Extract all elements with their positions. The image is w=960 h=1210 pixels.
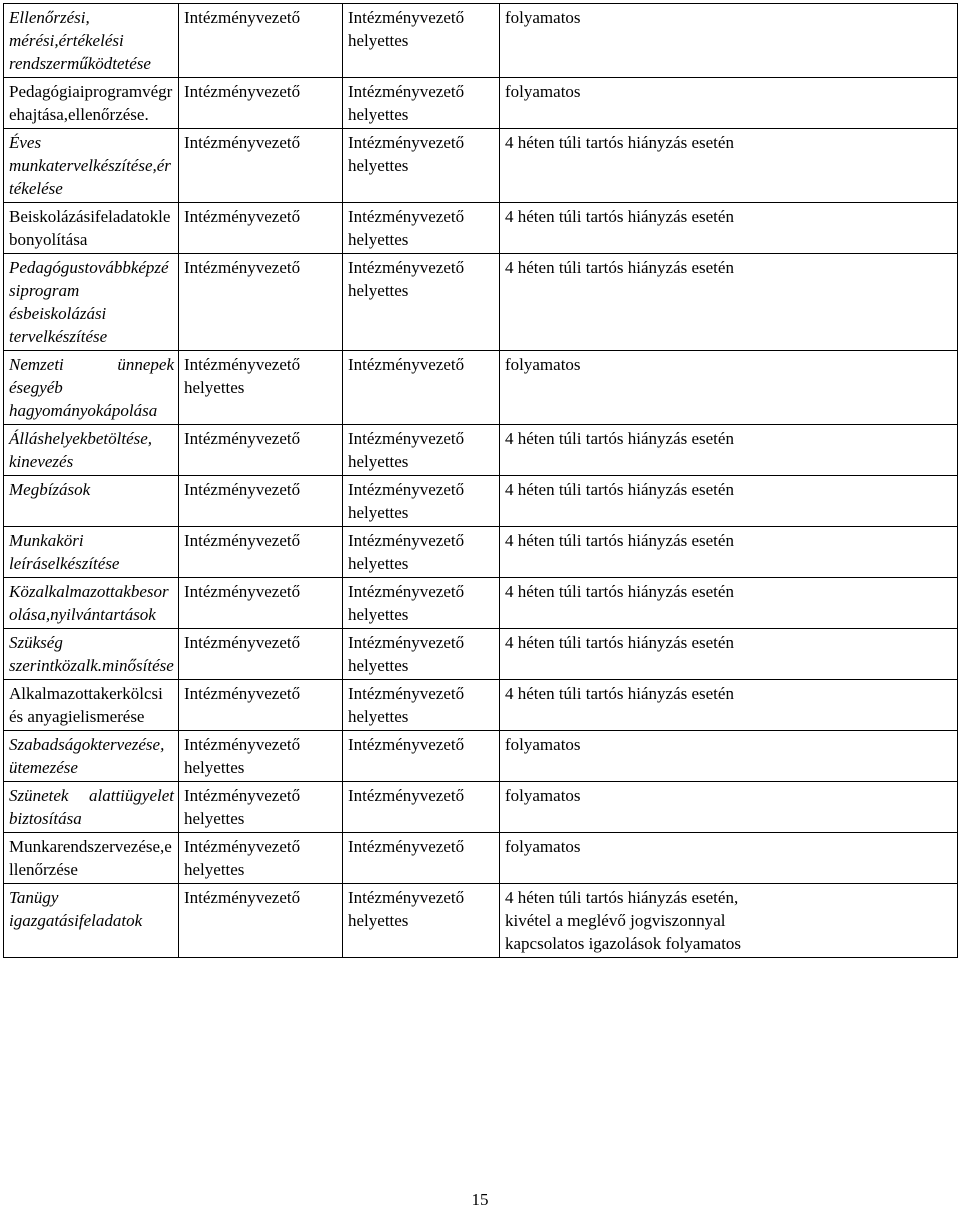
responsible-cell [179, 629, 343, 680]
responsible-cell-line: Intézményvezető [184, 582, 301, 601]
task-cell [4, 782, 179, 833]
deputy-cell-line: Intézményvezető [348, 480, 465, 499]
deputy-cell-line: helyettes [348, 31, 409, 50]
deputy-cell [343, 254, 500, 351]
task-cell [4, 425, 179, 476]
deputy-cell [343, 782, 500, 833]
table-row [4, 629, 958, 680]
substitution-cell-line: 4 héten túli tartós hiányzás esetén [505, 633, 734, 652]
task-cell-line: ellenőrzése. [68, 105, 149, 124]
task-cell-line: ellenőrzése [9, 837, 172, 879]
task-cell-line: Álláshelyek [9, 429, 88, 448]
responsible-cell [179, 425, 343, 476]
task-cell-line: ápolása [103, 401, 158, 420]
responsible-cell [179, 203, 343, 254]
task-cell-line: Pedagógus [9, 258, 85, 277]
substitution-cell-line: folyamatos [505, 355, 581, 374]
table-row [4, 578, 958, 629]
substitution-cell-line: kapcsolatos igazolások folyamatos [505, 934, 742, 953]
table-row [4, 884, 958, 958]
substitution-cell [500, 527, 958, 578]
substitution-cell [500, 78, 958, 129]
deputy-cell-line: helyettes [348, 656, 409, 675]
substitution-cell [500, 425, 958, 476]
table-row [4, 78, 958, 129]
substitution-cell [500, 203, 958, 254]
deputy-cell-line: helyettes [348, 105, 409, 124]
task-cell-line: Munkarend [9, 837, 88, 856]
task-cell-line: ügyelet biztosítása [9, 786, 174, 828]
responsible-cell [179, 4, 343, 78]
table-row [4, 476, 958, 527]
task-cell-line: egyéb hagyományok [9, 378, 104, 420]
task-cell [4, 476, 179, 527]
deputy-cell [343, 629, 500, 680]
deputy-cell [343, 884, 500, 958]
task-cell-line: Szükség szerint [9, 633, 63, 675]
task-cell [4, 629, 179, 680]
substitution-cell [500, 351, 958, 425]
substitution-cell-line: kivétel a meglévő jogviszonnyal [505, 911, 726, 930]
task-cell [4, 351, 179, 425]
deputy-cell-line: Intézményvezető [348, 207, 465, 226]
responsible-cell-line: helyettes [184, 378, 245, 397]
responsible-cell [179, 578, 343, 629]
deputy-cell-line: helyettes [348, 156, 409, 175]
deputy-cell-line: Intézményvezető [348, 582, 465, 601]
substitution-cell [500, 680, 958, 731]
task-cell-line: Tanügy igazgatási [9, 888, 79, 930]
substitution-cell-line: folyamatos [505, 786, 581, 805]
table-row [4, 833, 958, 884]
substitution-cell [500, 731, 958, 782]
task-cell-line: értékelése [9, 156, 171, 198]
deputy-cell-line: helyettes [348, 554, 409, 573]
deputy-cell [343, 129, 500, 203]
responsibility-table [3, 3, 958, 958]
task-cell-line: Közalkalmazottak [9, 582, 131, 601]
deputy-cell-line: Intézményvezető [348, 888, 465, 907]
substitution-cell [500, 782, 958, 833]
deputy-cell-line: Intézményvezető [348, 531, 465, 550]
task-cell-line: értékelési rendszer [9, 31, 124, 73]
task-cell-line: Szünetek alatti [9, 786, 125, 805]
responsible-cell-line: helyettes [184, 758, 245, 777]
task-cell [4, 527, 179, 578]
responsible-cell-line: helyettes [184, 809, 245, 828]
responsible-cell [179, 129, 343, 203]
responsible-cell-line: Intézményvezető [184, 786, 301, 805]
responsible-cell [179, 527, 343, 578]
responsible-cell-line: helyettes [184, 860, 245, 879]
task-cell-line: végrehajtása, [9, 82, 173, 124]
deputy-cell-line: Intézményvezető [348, 133, 465, 152]
responsible-cell [179, 476, 343, 527]
task-cell [4, 4, 179, 78]
task-cell-line: nyilvántartások [50, 605, 156, 624]
substitution-cell [500, 4, 958, 78]
responsible-cell-line: Intézményvezető [184, 429, 301, 448]
table-row [4, 254, 958, 351]
deputy-cell-line: helyettes [348, 281, 409, 300]
task-cell-line: Megbízások [9, 480, 91, 499]
deputy-cell [343, 731, 500, 782]
responsible-cell-line: Intézményvezető [184, 355, 301, 374]
substitution-cell-line: 4 héten túli tartós hiányzás esetén [505, 531, 734, 550]
task-cell-line: lebonyolítása [9, 207, 171, 249]
task-cell-line: elkészítése [35, 327, 108, 346]
task-cell-line: beiskolázási terv [9, 304, 107, 346]
substitution-cell [500, 578, 958, 629]
substitution-cell-line: 4 héten túli tartós hiányzás esetén [505, 582, 734, 601]
task-cell [4, 129, 179, 203]
deputy-cell [343, 680, 500, 731]
table-row [4, 680, 958, 731]
deputy-cell [343, 4, 500, 78]
task-cell [4, 884, 179, 958]
responsible-cell-line: Intézményvezető [184, 837, 301, 856]
task-cell-line: besorolása, [9, 582, 169, 624]
task-cell-line: betöltése, kinevezés [9, 429, 153, 471]
table-body [4, 4, 958, 958]
deputy-cell-line: Intézményvezető [348, 258, 465, 277]
deputy-cell-line: Intézményvezető [348, 633, 465, 652]
responsible-cell-line: Intézményvezető [184, 684, 301, 703]
table-row [4, 129, 958, 203]
deputy-cell [343, 527, 500, 578]
task-cell [4, 578, 179, 629]
substitution-cell [500, 884, 958, 958]
table-row [4, 425, 958, 476]
substitution-cell-line: 4 héten túli tartós hiányzás esetén [505, 207, 734, 226]
task-cell-line: elismerése [72, 707, 145, 726]
deputy-cell [343, 833, 500, 884]
substitution-cell-line: 4 héten túli tartós hiányzás esetén [505, 480, 734, 499]
task-cell-line: Pedagógiai [9, 82, 85, 101]
table-row [4, 4, 958, 78]
deputy-cell-line: helyettes [348, 230, 409, 249]
substitution-cell [500, 629, 958, 680]
task-cell-line: közalk.minősítése [54, 656, 174, 675]
responsible-cell [179, 833, 343, 884]
deputy-cell [343, 578, 500, 629]
task-cell [4, 254, 179, 351]
task-cell [4, 833, 179, 884]
task-cell [4, 78, 179, 129]
table-row [4, 351, 958, 425]
substitution-cell [500, 476, 958, 527]
task-cell [4, 203, 179, 254]
task-cell-line: Ellenőrzési, mérési, [9, 8, 90, 50]
task-cell-line: elkészítése, [80, 156, 157, 175]
task-cell-line: program és [9, 281, 80, 323]
task-cell-line: működtetése [66, 54, 151, 73]
substitution-cell [500, 254, 958, 351]
deputy-cell [343, 425, 500, 476]
deputy-cell-line: Intézményvezető [348, 82, 465, 101]
task-cell-line: szervezése, [87, 837, 165, 856]
responsible-cell-line: Intézményvezető [184, 207, 301, 226]
substitution-cell-line: 4 héten túli tartós hiányzás esetén [505, 133, 734, 152]
responsible-cell [179, 78, 343, 129]
responsible-cell-line: Intézményvezető [184, 480, 301, 499]
deputy-cell-line: Intézményvezető [348, 837, 465, 856]
table-row [4, 731, 958, 782]
responsible-cell [179, 782, 343, 833]
deputy-cell-line: helyettes [348, 452, 409, 471]
deputy-cell-line: Intézményvezető [348, 355, 465, 374]
task-cell-line: Beiskolázási [9, 207, 95, 226]
responsible-cell [179, 884, 343, 958]
task-cell-line: Szabadságok [9, 735, 98, 754]
substitution-cell-line: 4 héten túli tartós hiányzás esetén [505, 684, 734, 703]
task-cell-line: Nemzeti ünnepek és [9, 355, 174, 397]
deputy-cell [343, 476, 500, 527]
task-cell [4, 731, 179, 782]
deputy-cell-line: Intézményvezető [348, 429, 465, 448]
substitution-cell [500, 129, 958, 203]
task-cell-line: továbbképzési [9, 258, 169, 300]
responsible-cell [179, 351, 343, 425]
deputy-cell-line: helyettes [348, 911, 409, 930]
responsible-cell-line: Intézményvezető [184, 8, 301, 27]
deputy-cell-line: Intézményvezető [348, 684, 465, 703]
responsible-cell-line: Intézményvezető [184, 82, 301, 101]
deputy-cell [343, 351, 500, 425]
substitution-cell-line: folyamatos [505, 735, 581, 754]
deputy-cell-line: helyettes [348, 503, 409, 522]
responsible-cell-line: Intézményvezető [184, 133, 301, 152]
deputy-cell [343, 78, 500, 129]
table-row [4, 527, 958, 578]
deputy-cell-line: helyettes [348, 707, 409, 726]
task-cell-line: Éves munkaterv [9, 133, 81, 175]
substitution-cell-line: 4 héten túli tartós hiányzás esetén [505, 258, 734, 277]
deputy-cell [343, 203, 500, 254]
substitution-cell-line: folyamatos [505, 837, 581, 856]
task-cell-line: erkölcsi és anyagi [9, 684, 163, 726]
responsible-cell [179, 680, 343, 731]
deputy-cell-line: helyettes [348, 605, 409, 624]
substitution-cell-line: 4 héten túli tartós hiányzás esetén [505, 429, 734, 448]
task-cell-line: feladatok [94, 207, 159, 226]
task-cell [4, 680, 179, 731]
task-cell-line: Munkaköri leírás [9, 531, 84, 573]
deputy-cell-line: Intézményvezető [348, 735, 465, 754]
task-cell-line: elkészítése [47, 554, 120, 573]
substitution-cell [500, 833, 958, 884]
responsible-cell-line: Intézményvezető [184, 531, 301, 550]
page-number: 15 [471, 1190, 489, 1209]
responsible-cell-line: Intézményvezető [184, 735, 301, 754]
deputy-cell-line: Intézményvezető [348, 786, 465, 805]
deputy-cell-line: Intézményvezető [348, 8, 465, 27]
task-cell-line: program [84, 82, 143, 101]
task-cell-line: feladatok [78, 911, 143, 930]
table-row [4, 782, 958, 833]
substitution-cell-line: folyamatos [505, 82, 581, 101]
responsible-cell [179, 731, 343, 782]
responsible-cell-line: Intézményvezető [184, 258, 301, 277]
responsible-cell-line: Intézményvezető [184, 633, 301, 652]
task-cell-line: Alkalmazottak [9, 684, 110, 703]
task-cell-line: tervezése, ütemezése [9, 735, 165, 777]
responsible-cell-line: Intézményvezető [184, 888, 301, 907]
substitution-cell-line: folyamatos [505, 8, 581, 27]
substitution-cell-line: 4 héten túli tartós hiányzás esetén, [505, 888, 739, 907]
responsible-cell [179, 254, 343, 351]
table-row [4, 203, 958, 254]
